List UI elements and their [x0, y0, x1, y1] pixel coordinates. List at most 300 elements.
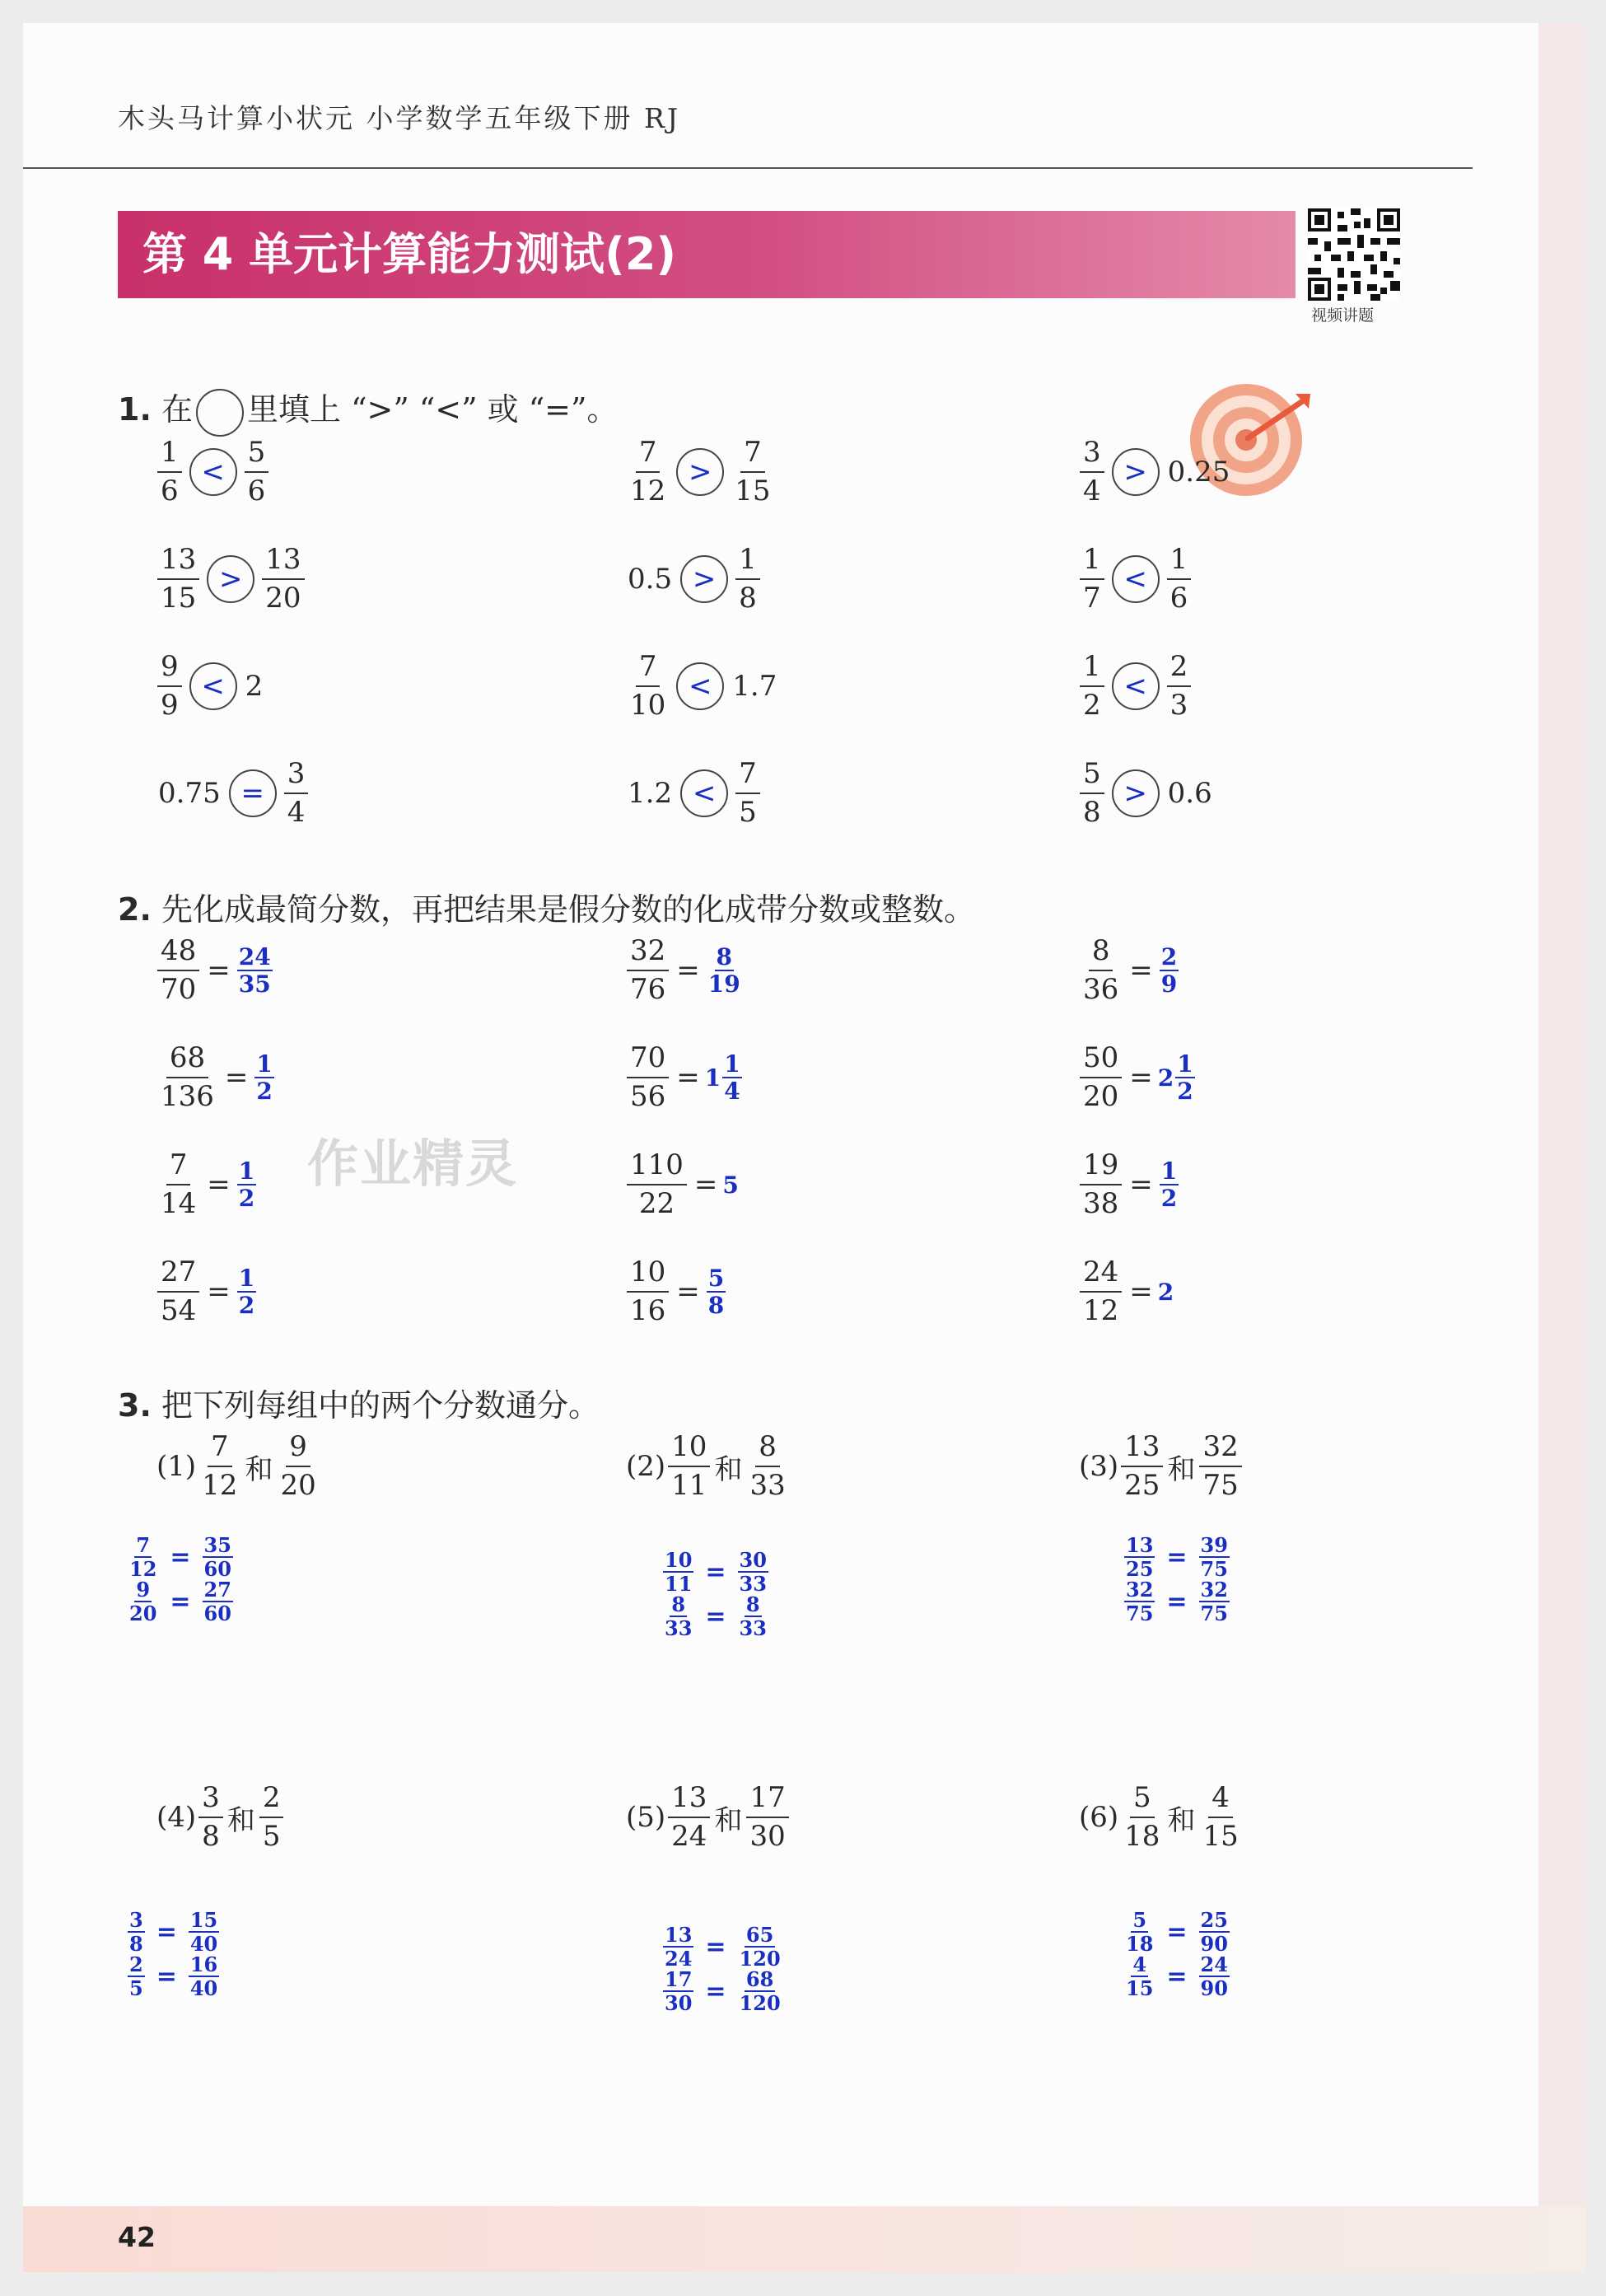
question-1-prefix: 在 [161, 391, 193, 428]
converted-fraction [189, 1954, 219, 1999]
answer-row [126, 1907, 221, 1956]
question-2-title [118, 884, 975, 929]
common-denominator-task [1079, 1425, 1244, 1508]
numerator: 1 [1080, 651, 1104, 687]
numerator: 5 [707, 1264, 725, 1292]
numerator: 7 [636, 651, 661, 687]
first-fraction [668, 1431, 710, 1502]
denominator: 20 [1083, 1080, 1119, 1113]
converted-fraction [189, 1907, 219, 1956]
denominator: 19 [707, 970, 740, 998]
second-fraction [277, 1431, 319, 1502]
simplify-item [1077, 1143, 1180, 1226]
numerator: 68 [166, 1042, 208, 1078]
answer-row [1123, 1907, 1231, 1956]
answer-row [126, 1579, 235, 1624]
original-fraction [1124, 1907, 1155, 1956]
numerator: 17 [665, 1966, 693, 1991]
and-word: 和 [226, 1803, 255, 1837]
denominator: 40 [189, 1976, 218, 2000]
task-label: (5) [626, 1801, 666, 1834]
second-fraction [746, 1431, 788, 1502]
numerator: 13 [665, 1922, 693, 1947]
comparison-circle: > [676, 448, 724, 496]
numerator: 10 [627, 1256, 669, 1293]
first-fraction [198, 1782, 223, 1853]
denominator: 8 [202, 1820, 220, 1853]
equals-sign: = [1129, 1275, 1153, 1308]
comparison-circle: < [676, 662, 724, 710]
denominator: 15 [161, 582, 197, 615]
common-denominator-answer [1123, 1532, 1231, 1625]
numerator: 13 [1121, 1431, 1163, 1467]
denominator: 9 [161, 689, 179, 722]
common-denominator-answer [661, 1547, 770, 1640]
second-fraction [1199, 1431, 1241, 1502]
numerator: 9 [286, 1431, 310, 1467]
denominator: 5 [129, 1976, 143, 2000]
numerator: 7 [166, 1149, 191, 1185]
numerator: 1 [157, 437, 182, 473]
numerator: 13 [1126, 1532, 1154, 1557]
left-operand [1080, 758, 1104, 829]
right-operand [262, 544, 304, 615]
denominator: 3 [1169, 689, 1188, 722]
left-operand [1080, 651, 1104, 722]
left-operand-value: 0.5 [628, 563, 673, 596]
answer [705, 1266, 727, 1318]
question-3-title [118, 1380, 600, 1425]
original-fraction [128, 1954, 145, 1999]
numerator: 50 [1080, 1042, 1122, 1078]
numerator: 4 [1208, 1782, 1233, 1818]
numerator: 3 [284, 758, 309, 794]
question-number: 1. [118, 391, 152, 428]
numerator: 1 [1080, 544, 1104, 580]
numerator: 24 [1080, 1256, 1122, 1293]
comparison-circle: < [1112, 555, 1160, 603]
given-fraction [627, 1042, 669, 1113]
numerator: 2 [1160, 942, 1178, 970]
equals-sign: = [676, 954, 700, 987]
equals-sign: = [705, 1557, 726, 1587]
denominator: 90 [1200, 1932, 1228, 1956]
answer-fraction [1175, 1052, 1194, 1104]
numerator: 8 [745, 1592, 760, 1616]
converted-fraction [1199, 1954, 1230, 1999]
answer [1158, 1159, 1180, 1211]
denominator: 15 [1202, 1820, 1239, 1853]
denominator: 2 [1177, 1078, 1193, 1105]
right-operand [284, 758, 309, 829]
numerator: 4 [1132, 1952, 1147, 1976]
numerator: 13 [668, 1782, 710, 1818]
original-fraction [663, 1547, 693, 1596]
answer [722, 1171, 738, 1199]
comparison-circle: < [189, 662, 237, 710]
simplify-item [155, 929, 274, 1012]
numerator: 27 [203, 1577, 231, 1602]
numerator: 24 [238, 942, 271, 970]
denominator: 120 [739, 1991, 781, 2015]
right-operand-value: 0.6 [1167, 777, 1212, 810]
question-1-suffix: 里填上 “>” “<” 或 “=”。 [247, 391, 619, 428]
converted-fraction [738, 1924, 782, 1969]
left-operand [627, 437, 669, 507]
qr-caption: 视频讲题 [1311, 306, 1375, 325]
answer [253, 1052, 275, 1104]
common-denominator-answer [126, 1532, 235, 1625]
given-fraction [1080, 1042, 1122, 1113]
equals-sign: = [207, 1275, 231, 1308]
numerator: 68 [745, 1966, 774, 1991]
equals-sign: = [207, 954, 231, 987]
right-operand [1167, 544, 1192, 615]
denominator: 11 [665, 1572, 693, 1596]
workbook-page [23, 23, 1586, 2272]
denominator: 75 [1126, 1602, 1154, 1625]
book-header: 木头马计算小状元 小学数学五年级下册 RJ [118, 102, 681, 134]
denominator: 30 [749, 1820, 786, 1853]
answer [705, 1052, 744, 1104]
numerator: 9 [157, 651, 182, 687]
equals-sign: = [676, 1275, 700, 1308]
given-fraction [157, 1149, 199, 1220]
denominator: 33 [665, 1616, 693, 1640]
left-operand [157, 651, 182, 722]
denominator: 60 [203, 1602, 231, 1625]
simplify-item [624, 1143, 739, 1226]
denominator: 33 [739, 1616, 767, 1640]
given-fraction [1080, 935, 1122, 1006]
denominator: 12 [630, 475, 666, 507]
answer-row [126, 1954, 221, 1999]
section-title: 第 4 单元计算能力测试(2) [142, 228, 677, 280]
numerator: 9 [136, 1577, 151, 1602]
original-fraction [663, 1966, 693, 2015]
qr-code[interactable] [1308, 208, 1400, 301]
question-2-text: 先化成最简分数，再把结果是假分数的化成带分数或整数。 [161, 891, 975, 928]
answer-whole: 2 [1157, 1064, 1174, 1092]
answer-row [661, 1924, 784, 1969]
converted-fraction [1199, 1907, 1230, 1956]
common-denominator-task [156, 1776, 286, 1859]
first-fraction [668, 1782, 710, 1853]
denominator: 4 [1083, 475, 1101, 507]
numerator: 1 [256, 1050, 273, 1078]
right-operand-value: 2 [245, 670, 264, 703]
and-word: 和 [245, 1452, 273, 1486]
numerator: 24 [1200, 1952, 1228, 1976]
equals-sign: = [676, 1061, 700, 1094]
numerator: 7 [208, 1431, 232, 1467]
equals-sign: = [1129, 1168, 1153, 1201]
comparison-circle: > [1112, 448, 1160, 496]
comparison-item [155, 752, 310, 835]
second-fraction [746, 1782, 788, 1853]
and-word: 和 [1167, 1803, 1196, 1837]
second-fraction [259, 1782, 284, 1853]
numerator: 8 [716, 942, 732, 970]
answer [705, 942, 744, 998]
denominator: 22 [638, 1187, 675, 1220]
denominator: 18 [1124, 1820, 1160, 1853]
numerator: 25 [1200, 1907, 1228, 1932]
equals-sign: = [705, 1602, 726, 1631]
numerator: 2 [1167, 651, 1192, 687]
equals-sign: = [1129, 954, 1153, 987]
right-operand [731, 437, 773, 507]
original-fraction [1124, 1954, 1155, 1999]
numerator: 8 [1089, 935, 1113, 971]
simplify-item [1077, 1036, 1197, 1119]
page-number: 42 [118, 2221, 156, 2253]
simplify-item [624, 1036, 744, 1119]
given-fraction [157, 1042, 217, 1113]
comparison-circle: < [189, 448, 237, 496]
original-fraction [663, 1594, 693, 1639]
answer-row [1123, 1532, 1231, 1581]
common-denominator-task [1079, 1776, 1244, 1859]
numerator: 10 [665, 1547, 693, 1572]
and-word: 和 [714, 1452, 743, 1486]
denominator: 5 [262, 1820, 281, 1853]
left-operand [157, 544, 199, 615]
comparison-item [624, 752, 763, 835]
equals-sign: = [1166, 1542, 1188, 1572]
equals-sign: = [207, 1168, 231, 1201]
numerator: 13 [262, 544, 304, 580]
simplify-item [155, 1036, 276, 1119]
numerator: 7 [735, 758, 760, 794]
simplify-item [1077, 1251, 1174, 1333]
answer [236, 1159, 258, 1211]
numerator: 8 [671, 1592, 686, 1616]
equals-sign: = [170, 1587, 191, 1616]
given-fraction [627, 1149, 687, 1220]
comparison-item [1077, 538, 1193, 620]
equals-sign: = [170, 1542, 191, 1572]
numerator: 1 [238, 1264, 255, 1292]
answer-fraction [237, 1266, 256, 1318]
comparison-circle: = [229, 769, 277, 817]
denominator: 120 [739, 1947, 781, 1971]
simplify-item [624, 929, 744, 1012]
numerator: 48 [157, 935, 199, 971]
answer-whole: 2 [1157, 1278, 1174, 1306]
second-fraction [1199, 1782, 1241, 1853]
right-operand-value: 0.25 [1167, 456, 1230, 489]
comparison-item [624, 645, 780, 727]
denominator: 14 [161, 1187, 197, 1220]
denominator: 6 [1169, 582, 1188, 615]
denominator: 8 [739, 582, 757, 615]
equals-sign: = [156, 1917, 177, 1947]
right-operand [735, 544, 760, 615]
right-operand [245, 437, 269, 507]
denominator: 12 [129, 1557, 157, 1581]
denominator: 8 [129, 1932, 143, 1956]
numerator: 32 [1199, 1431, 1241, 1467]
numerator: 19 [1080, 1149, 1122, 1185]
numerator: 3 [1080, 437, 1104, 473]
numerator: 3 [198, 1782, 223, 1818]
numerator: 32 [1126, 1577, 1154, 1602]
numerator: 16 [189, 1952, 218, 1976]
first-fraction [1121, 1431, 1163, 1502]
numerator: 13 [157, 544, 199, 580]
denominator: 9 [1160, 970, 1178, 998]
numerator: 1 [1177, 1050, 1193, 1078]
denominator: 15 [1126, 1976, 1154, 2000]
denominator: 2 [1160, 1185, 1178, 1212]
numerator: 2 [129, 1952, 143, 1976]
denominator: 2 [1083, 689, 1101, 722]
task-label: (1) [156, 1450, 197, 1483]
denominator: 2 [238, 1185, 255, 1212]
numerator: 2 [259, 1782, 284, 1818]
numerator: 70 [627, 1042, 669, 1078]
numerator: 5 [1132, 1907, 1147, 1932]
denominator: 10 [630, 689, 666, 722]
simplify-item [1077, 929, 1180, 1012]
equals-sign: = [693, 1168, 718, 1201]
denominator: 4 [287, 796, 306, 829]
equals-sign: = [1166, 1587, 1188, 1616]
common-denominator-answer [661, 1924, 784, 2013]
converted-fraction [738, 1966, 782, 2015]
left-operand-value: 1.2 [628, 777, 673, 810]
numerator: 8 [755, 1431, 780, 1467]
watermark: 作业精灵 [307, 1134, 519, 1194]
numerator: 39 [1200, 1532, 1228, 1557]
simplify-item [624, 1251, 727, 1333]
answer-fraction [707, 942, 742, 998]
numerator: 32 [1200, 1577, 1228, 1602]
original-fraction [1124, 1579, 1155, 1624]
comparison-item [1077, 645, 1193, 727]
answer-row [661, 1547, 770, 1596]
question-3-text: 把下列每组中的两个分数通分。 [161, 1387, 600, 1424]
answer-row [1123, 1954, 1231, 1999]
simplify-item [155, 1143, 258, 1226]
converted-fraction [1199, 1532, 1230, 1581]
converted-fraction [203, 1532, 233, 1581]
and-word: 和 [714, 1803, 743, 1837]
original-fraction [128, 1532, 158, 1581]
numerator: 7 [636, 437, 661, 473]
denominator: 70 [161, 973, 197, 1006]
denominator: 75 [1202, 1469, 1239, 1502]
denominator: 24 [665, 1947, 693, 1971]
denominator: 6 [161, 475, 179, 507]
numerator: 35 [203, 1532, 231, 1557]
denominator: 2 [238, 1292, 255, 1319]
footer-band [23, 2206, 1586, 2272]
answer [1158, 1279, 1174, 1306]
given-fraction [157, 1256, 199, 1327]
answer [236, 942, 274, 998]
answer-row [661, 1966, 784, 2015]
left-operand [157, 437, 182, 507]
denominator: 75 [1200, 1602, 1228, 1625]
numerator: 7 [136, 1532, 151, 1557]
given-fraction [1080, 1256, 1122, 1327]
denominator: 12 [1083, 1294, 1119, 1327]
denominator: 33 [749, 1469, 786, 1502]
comparison-item [155, 538, 307, 620]
denominator: 12 [202, 1469, 238, 1502]
denominator: 25 [1124, 1469, 1160, 1502]
answer-row [1123, 1579, 1231, 1624]
denominator: 20 [265, 582, 301, 615]
denominator: 8 [1083, 796, 1101, 829]
converted-fraction [1199, 1579, 1230, 1624]
original-fraction [663, 1924, 693, 1969]
answer-fraction [722, 1052, 741, 1104]
comparison-item [624, 538, 763, 620]
numerator: 5 [245, 437, 269, 473]
denominator: 60 [203, 1557, 231, 1581]
denominator: 6 [247, 475, 266, 507]
denominator: 16 [630, 1294, 666, 1327]
denominator: 2 [256, 1078, 273, 1105]
given-fraction [627, 935, 669, 1006]
given-fraction [1080, 1149, 1122, 1220]
numerator: 15 [189, 1907, 218, 1932]
numerator: 1 [1167, 544, 1192, 580]
numerator: 110 [627, 1149, 687, 1185]
denominator: 33 [739, 1572, 767, 1596]
task-label: (2) [626, 1450, 666, 1483]
answer-fraction [254, 1052, 273, 1104]
answer-fraction [1160, 942, 1179, 998]
denominator: 11 [671, 1469, 707, 1502]
denominator: 36 [1083, 973, 1119, 1006]
page-edge-strip [1538, 23, 1586, 2272]
denominator: 25 [1126, 1557, 1154, 1581]
answer-fraction [1160, 1159, 1179, 1211]
equals-sign: = [224, 1061, 249, 1094]
denominator: 5 [739, 796, 757, 829]
equals-sign: = [705, 1976, 726, 2006]
denominator: 76 [630, 973, 666, 1006]
denominator: 35 [238, 970, 271, 998]
numerator: 27 [157, 1256, 199, 1293]
comparison-item [155, 645, 266, 727]
numerator: 1 [724, 1050, 740, 1078]
answer-row [661, 1594, 770, 1639]
denominator: 18 [1126, 1932, 1154, 1956]
denominator: 20 [129, 1602, 157, 1625]
denominator: 4 [724, 1078, 740, 1105]
numerator: 7 [740, 437, 765, 473]
numerator: 1 [238, 1157, 255, 1185]
task-label: (4) [156, 1801, 197, 1834]
comparison-item [155, 431, 271, 513]
given-fraction [157, 935, 199, 1006]
numerator: 10 [668, 1431, 710, 1467]
answer-row [126, 1532, 235, 1581]
numerator: 1 [735, 544, 760, 580]
original-fraction [128, 1907, 145, 1956]
original-fraction [128, 1579, 158, 1624]
denominator: 136 [161, 1080, 214, 1113]
answer [1158, 1052, 1197, 1104]
converted-fraction [203, 1579, 233, 1624]
first-fraction [1121, 1782, 1163, 1853]
denominator: 20 [280, 1469, 316, 1502]
